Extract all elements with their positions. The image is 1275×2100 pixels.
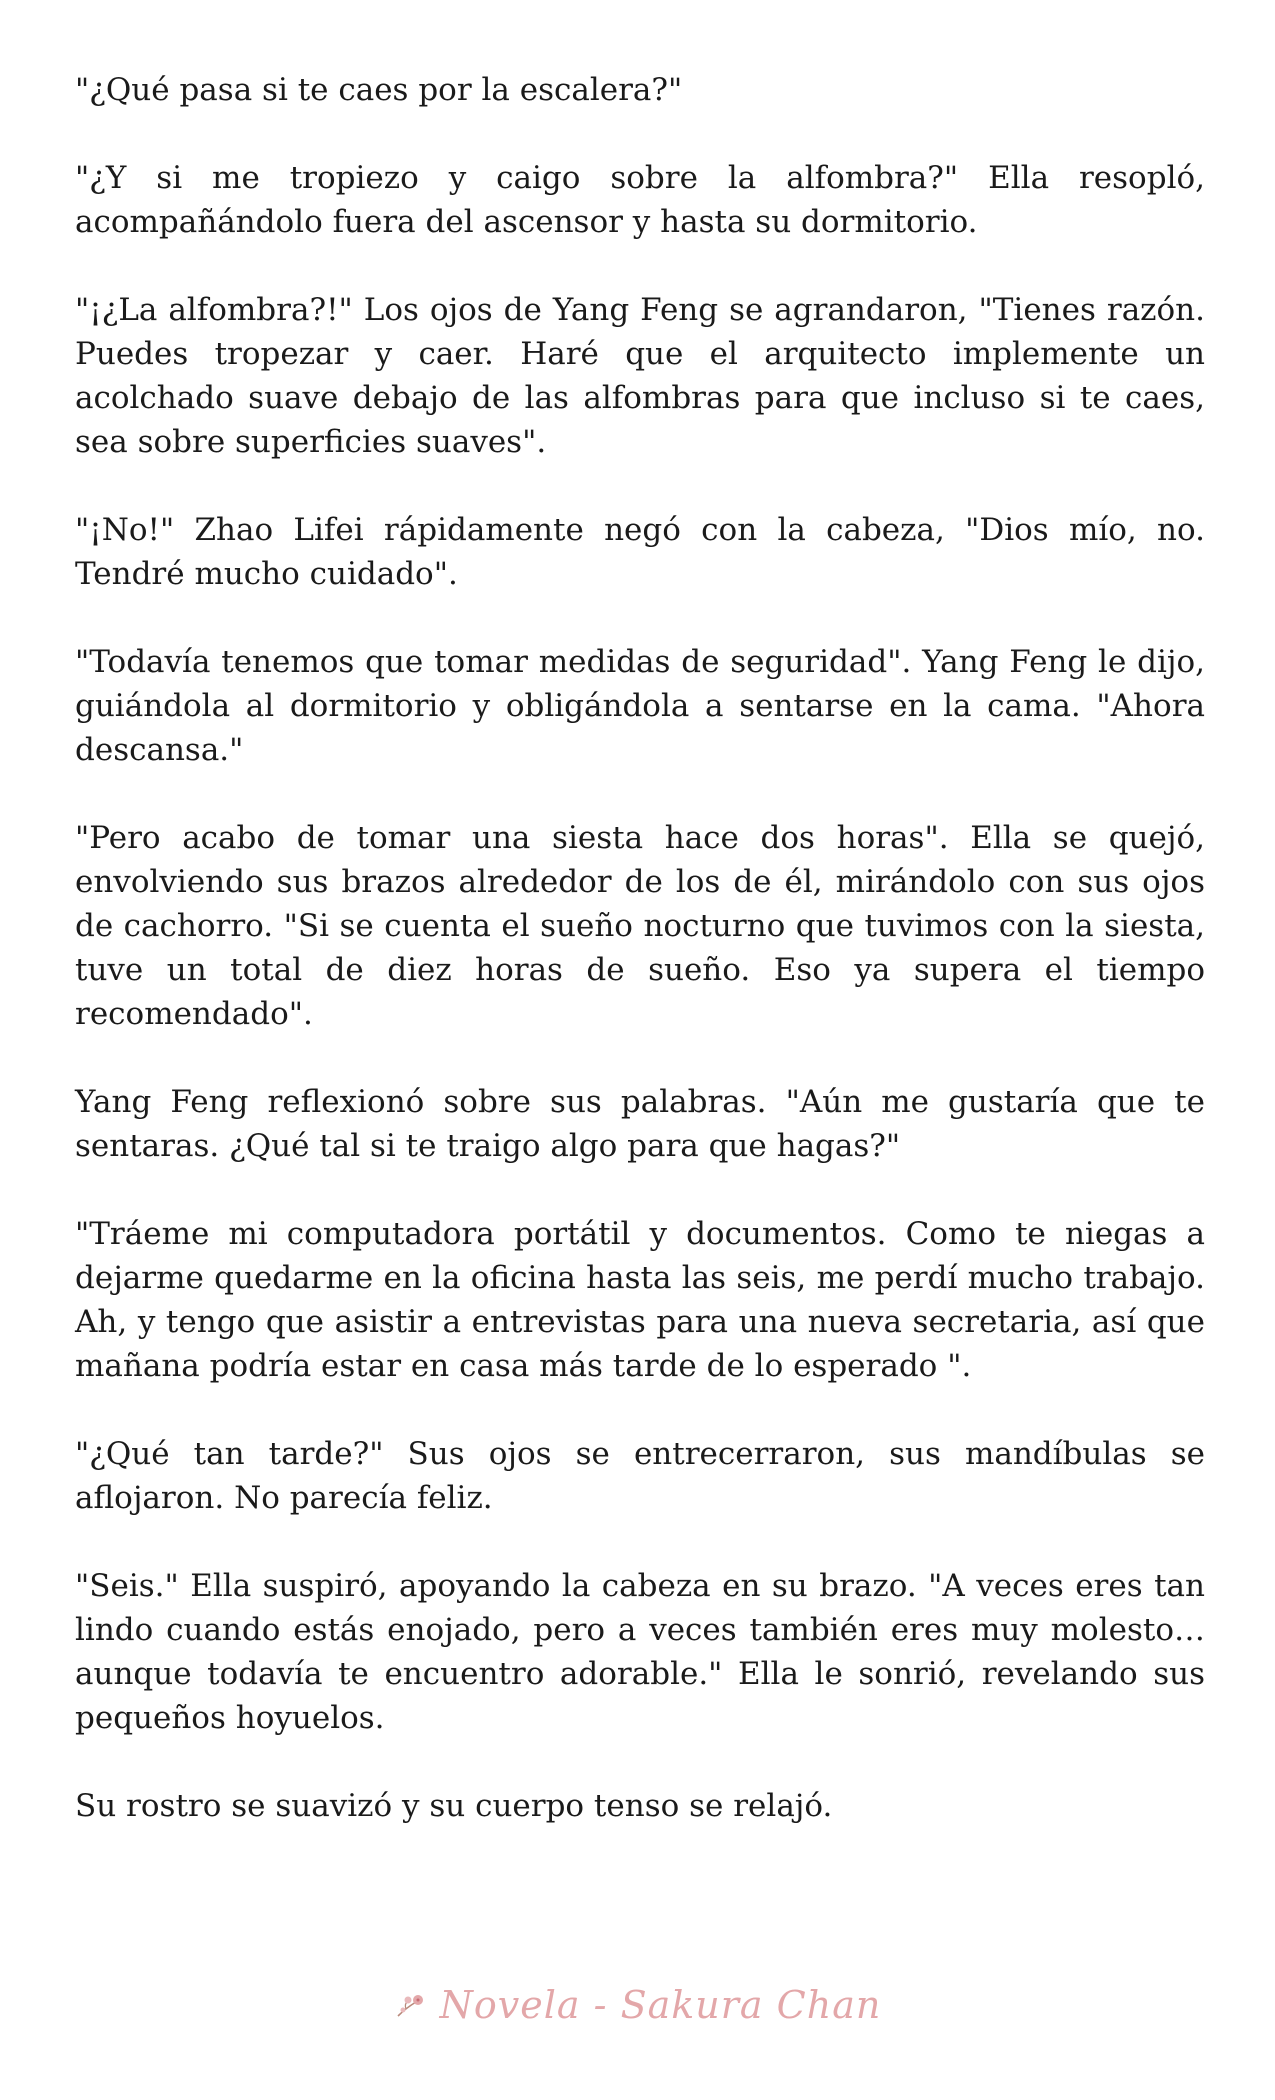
paragraph: "¿Y si me tropiezo y caigo sobre la alfombra?" Ella resopló, acompañándolo fuera del ascensor y hasta su dormitorio. <box>75 160 1205 240</box>
paragraph: "Todavía tenemos que tomar medidas de seguridad". Yang Feng le dijo, guiándola al dormitorio y obligándola a sentarse en la cama. "Ahora descansa." <box>75 644 1205 768</box>
paragraph: "¡No!" Zhao Lifei rápidamente negó con la cabeza, "Dios mío, no. Tendré mucho cuidado". <box>75 512 1205 592</box>
paragraph: Su rostro se suavizó y su cuerpo tenso se relajó. <box>75 1788 833 1824</box>
footer-watermark <box>0 1983 1275 2027</box>
paragraph: "¿Qué tan tarde?" Sus ojos se entrecerraron, sus mandíbulas se aflojaron. No parecía feliz. <box>75 1436 1205 1516</box>
watermark-group <box>394 1983 882 2027</box>
paragraph: "Pero acabo de tomar una siesta hace dos horas". Ella se quejó, envolviendo sus brazos alrededor de los de él, mirándolo con sus ojos de cachorro. "Si se cuenta el sueño nocturno que tuvimos con la siesta, tuve un total de diez horas de sueño. Eso ya supera el tiempo recomendado". <box>75 820 1205 1032</box>
paragraph: "¡¿La alfombra?!" Los ojos de Yang Feng se agrandaron, "Tienes razón. Puedes tropezar y caer. Haré que el arquitecto implemente un acolchado suave debajo de las alfombras para que incluso si te caes, sea sobre superficies suaves". <box>75 292 1205 460</box>
paragraph: Yang Feng reflexionó sobre sus palabras. "Aún me gustaría que te sentaras. ¿Qué tal si te traigo algo para que hagas?" <box>75 1084 1205 1164</box>
sakura-blossom-icon <box>394 1990 430 2020</box>
paragraph: "Seis." Ella suspiró, apoyando la cabeza en su brazo. "A veces eres tan lindo cuando estás enojado, pero a veces también eres muy molesto… aunque todavía te encuentro adorable." Ella le sonrió, revelando sus pequeños hoyuelos. <box>75 1568 1205 1736</box>
watermark-text: Novela - Sakura Chan <box>439 1983 882 2027</box>
paragraph: "¿Qué pasa si te caes por la escalera?" <box>75 72 683 108</box>
document-body <box>75 68 1205 1872</box>
paragraph: "Tráeme mi computadora portátil y documentos. Como te niegas a dejarme quedarme en la oficina hasta las seis, me perdí mucho trabajo. Ah, y tengo que asistir a entrevistas para una nueva secretaria, así que mañana podría estar en casa más tarde de lo esperado ". <box>75 1216 1205 1384</box>
